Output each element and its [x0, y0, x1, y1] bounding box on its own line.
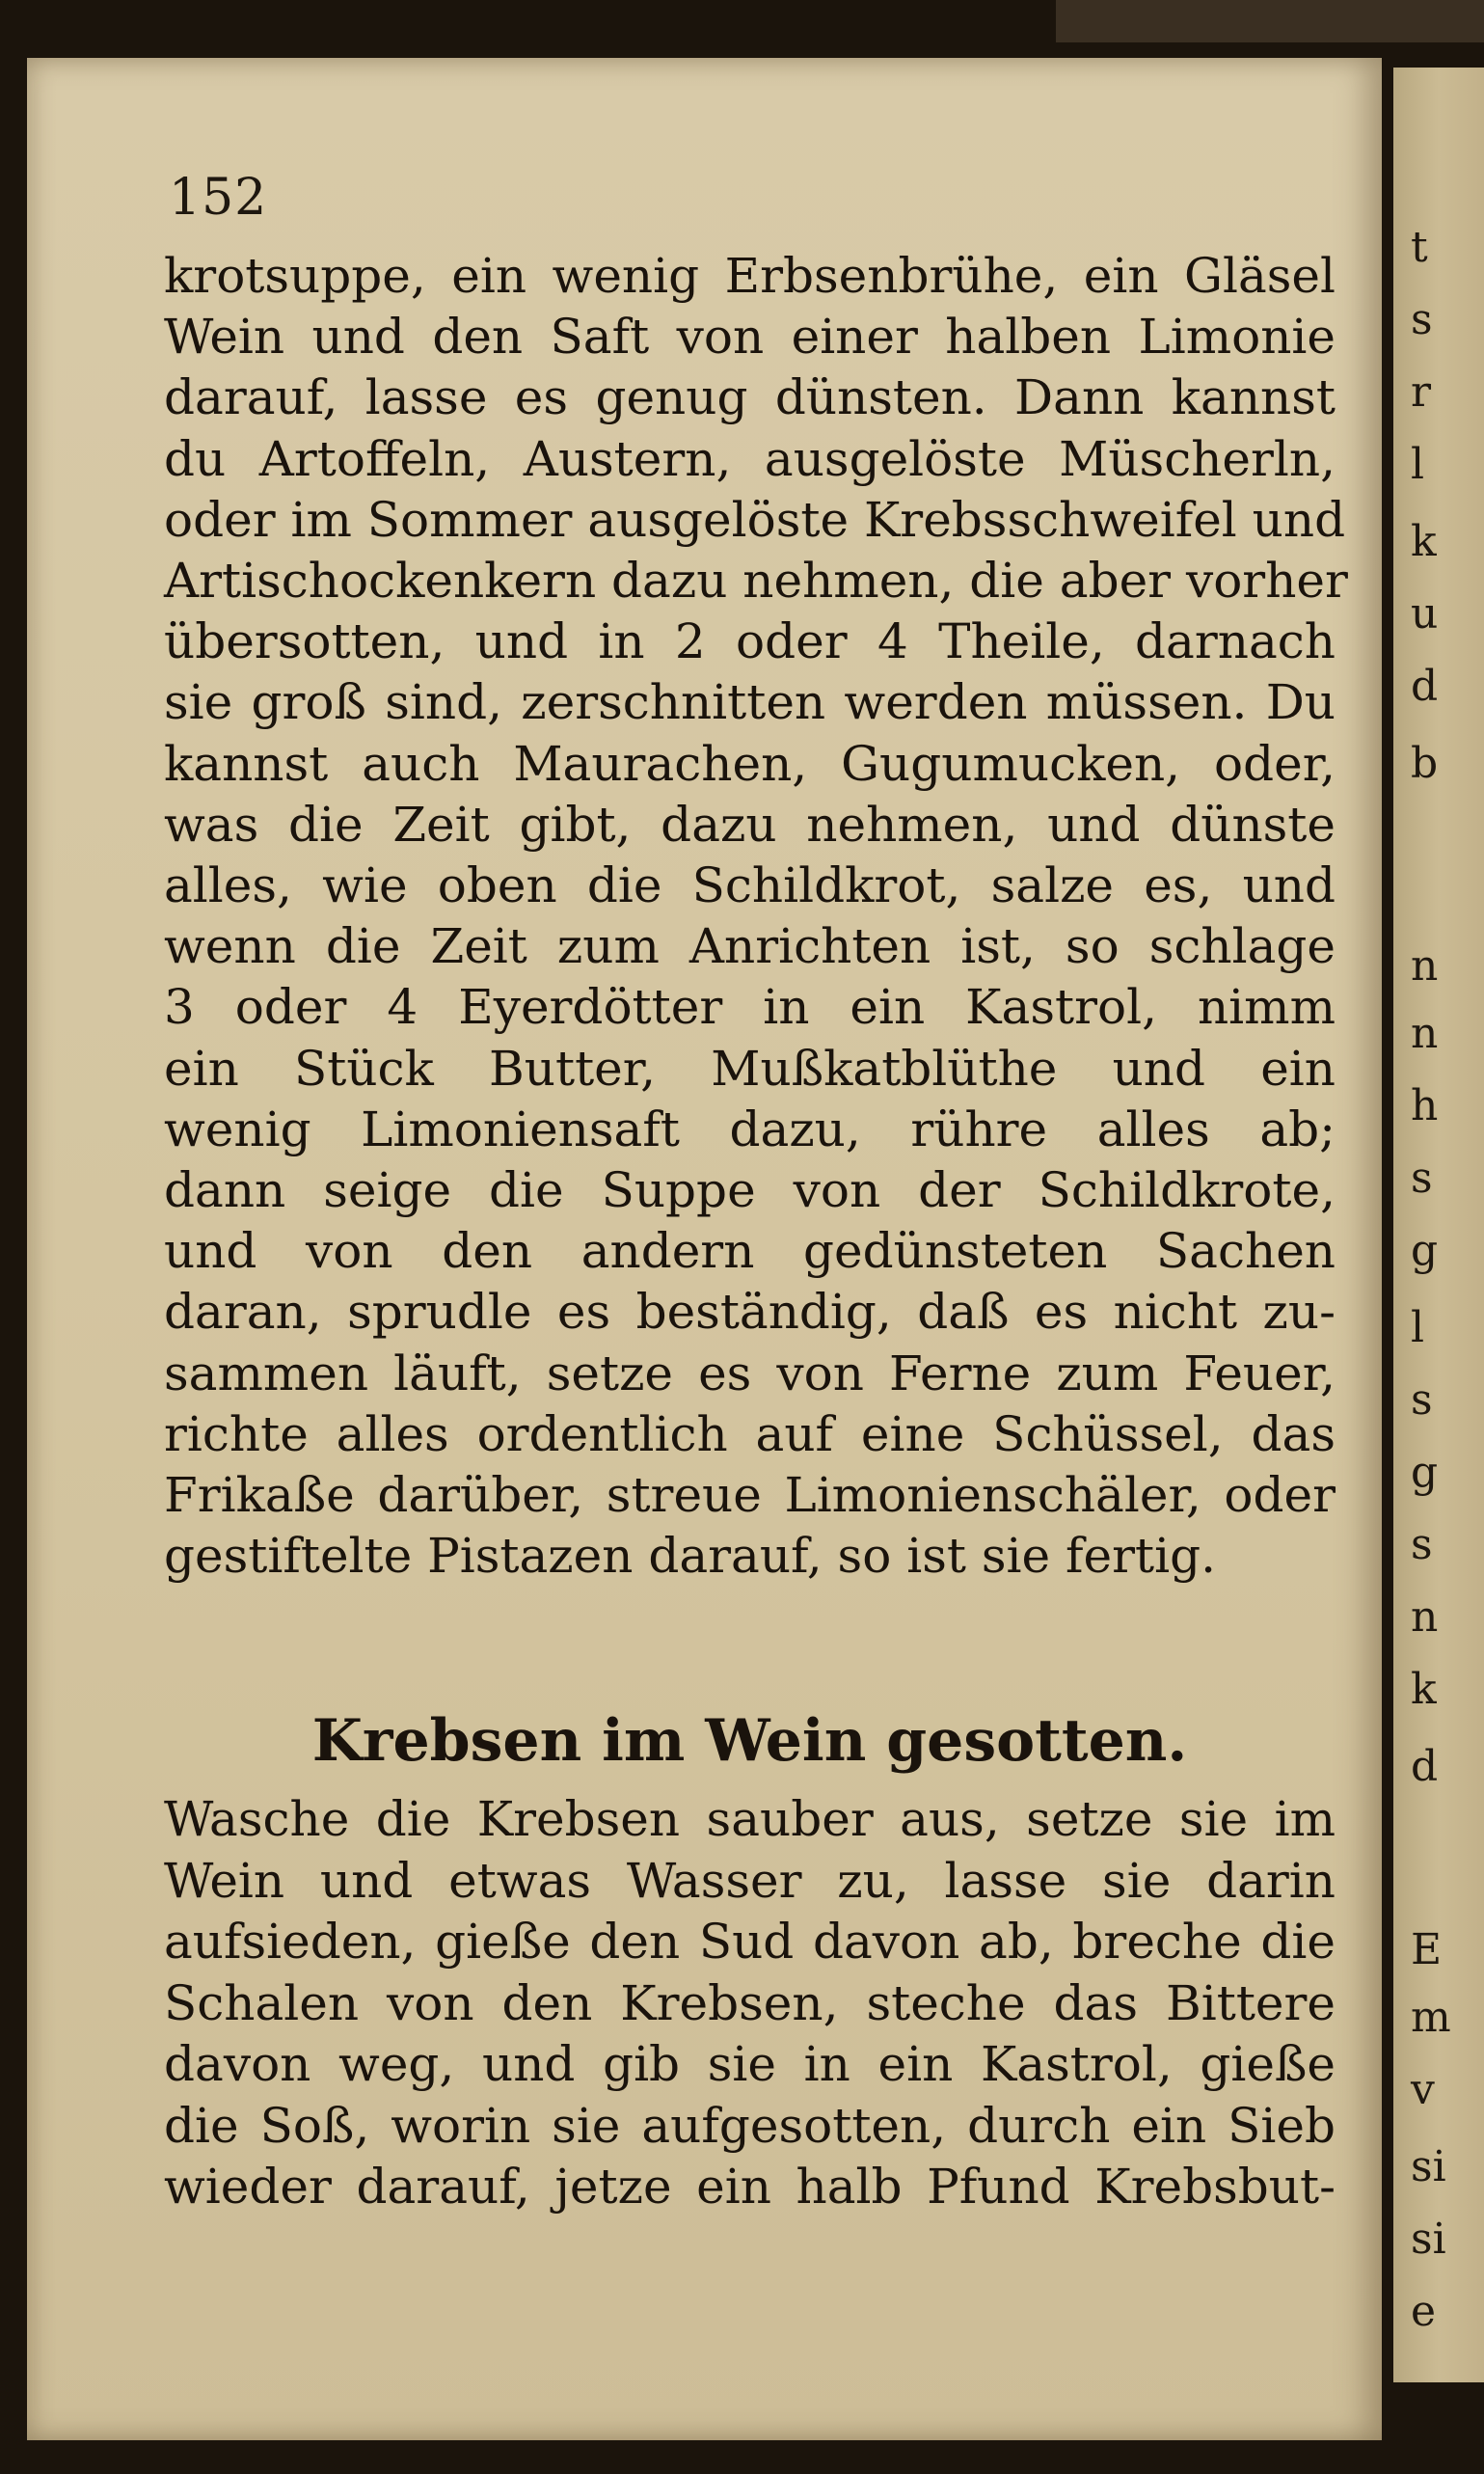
text-line: gestiftelte Pistazen darauf, so ist sie fertig.	[164, 1528, 1216, 1585]
text-line: was die Zeit gibt, dazu nehmen, und dünste	[164, 796, 1336, 853]
facing-page-letter: h	[1411, 1081, 1439, 1130]
text-line: Wein und den Saft von einer halben Limonie	[164, 309, 1336, 366]
facing-page-letter: s	[1411, 1375, 1433, 1425]
facing-page-letter: l	[1411, 1303, 1425, 1352]
text-line: dann seige die Suppe von der Schildkrote,	[164, 1162, 1336, 1219]
text-line: richte alles ordentlich auf eine Schüssel, das	[164, 1405, 1336, 1462]
text-line: ein Stück Butter, Mußkatblüthe und ein	[164, 1040, 1336, 1097]
facing-page-letter: d	[1411, 1742, 1439, 1791]
facing-page-letter: e	[1411, 2287, 1437, 2336]
facing-page-letter: k	[1411, 1665, 1437, 1714]
facing-page-letter: s	[1411, 1154, 1433, 1203]
text-line: Artischockenkern dazu nehmen, die aber vorher	[164, 553, 1348, 610]
text-line: du Artoffeln, Austern, ausgelöste Müscherln,	[164, 430, 1336, 487]
section-heading: Krebsen im Wein gesotten.	[311, 1707, 1188, 1775]
text-line: darauf, lasse es genug dünsten. Dann kannst	[164, 369, 1336, 426]
facing-page-edge	[1393, 68, 1484, 2382]
text-line: Wein und etwas Wasser zu, lasse sie darin	[164, 1852, 1336, 1909]
book-spine	[1056, 0, 1484, 42]
facing-page-letter: g	[1411, 1226, 1439, 1275]
facing-page-letter: v	[1411, 2065, 1435, 2114]
text-line: die Soß, worin sie aufgesotten, durch ein Sieb	[164, 2097, 1336, 2154]
facing-page-letter: r	[1411, 367, 1432, 417]
text-line: übersotten, und in 2 oder 4 Theile, darnach	[164, 613, 1336, 670]
facing-page-letter: n	[1411, 941, 1439, 991]
facing-page-letter: n	[1411, 1592, 1439, 1642]
facing-page-letter: u	[1411, 589, 1439, 639]
facing-page-letter: l	[1411, 440, 1425, 489]
text-line: krotsuppe, ein wenig Erbsenbrühe, ein Gläsel	[164, 248, 1336, 304]
text-line: oder im Sommer ausgelöste Krebsschweifel und	[164, 491, 1346, 548]
facing-page-letter: g	[1411, 1448, 1439, 1497]
facing-page-letter: s	[1411, 295, 1433, 344]
text-line: Wasche die Krebsen sauber aus, setze sie im	[164, 1791, 1336, 1847]
text-line: kannst auch Maurachen, Gugumucken, oder,	[164, 735, 1336, 792]
facing-page-letter: m	[1411, 1993, 1451, 2042]
facing-page-letter: si	[1411, 2142, 1446, 2191]
text-line: sie groß sind, zerschnitten werden müssen. Du	[164, 674, 1336, 731]
text-line: davon weg, und gib sie in ein Kastrol, gieße	[164, 2036, 1336, 2092]
text-line: sammen läuft, setze es von Ferne zum Feuer,	[164, 1345, 1336, 1401]
text-line: Schalen von den Krebsen, steche das Bittere	[164, 1974, 1336, 2031]
text-line: wenig Limoniensaft dazu, rühre alles ab;	[164, 1101, 1336, 1157]
paragraph-2	[164, 1789, 1336, 2218]
text-line: aufsieden, gieße den Sud davon ab, breche die	[164, 1914, 1336, 1970]
text-line: wenn die Zeit zum Anrichten ist, so schlage	[164, 918, 1336, 975]
facing-page-letter: b	[1411, 739, 1439, 788]
facing-page-letter: si	[1411, 2215, 1446, 2264]
facing-page-letter: E	[1411, 1925, 1443, 1974]
text-line: 3 oder 4 Eyerdötter in ein Kastrol, nimm	[164, 979, 1336, 1036]
facing-page-letter: k	[1411, 517, 1437, 566]
page-number: 152	[169, 169, 268, 227]
text-line: daran, sprudle es beständig, daß es nicht zu-	[164, 1284, 1336, 1341]
text-line: alles, wie oben die Schildkrot, salze es, und	[164, 857, 1336, 914]
text-line: Frikaße darüber, streue Limonienschäler, oder	[164, 1467, 1336, 1524]
facing-page-letter: d	[1411, 662, 1439, 711]
text-line: und von den andern gedünsteten Sachen	[164, 1223, 1336, 1280]
facing-page-letter: n	[1411, 1009, 1439, 1058]
facing-page-letter: t	[1411, 223, 1428, 272]
facing-page-letter: s	[1411, 1520, 1433, 1569]
text-line: wieder darauf, jetze ein halb Pfund Krebsbut-	[164, 2159, 1336, 2215]
paragraph-1	[164, 246, 1348, 1587]
